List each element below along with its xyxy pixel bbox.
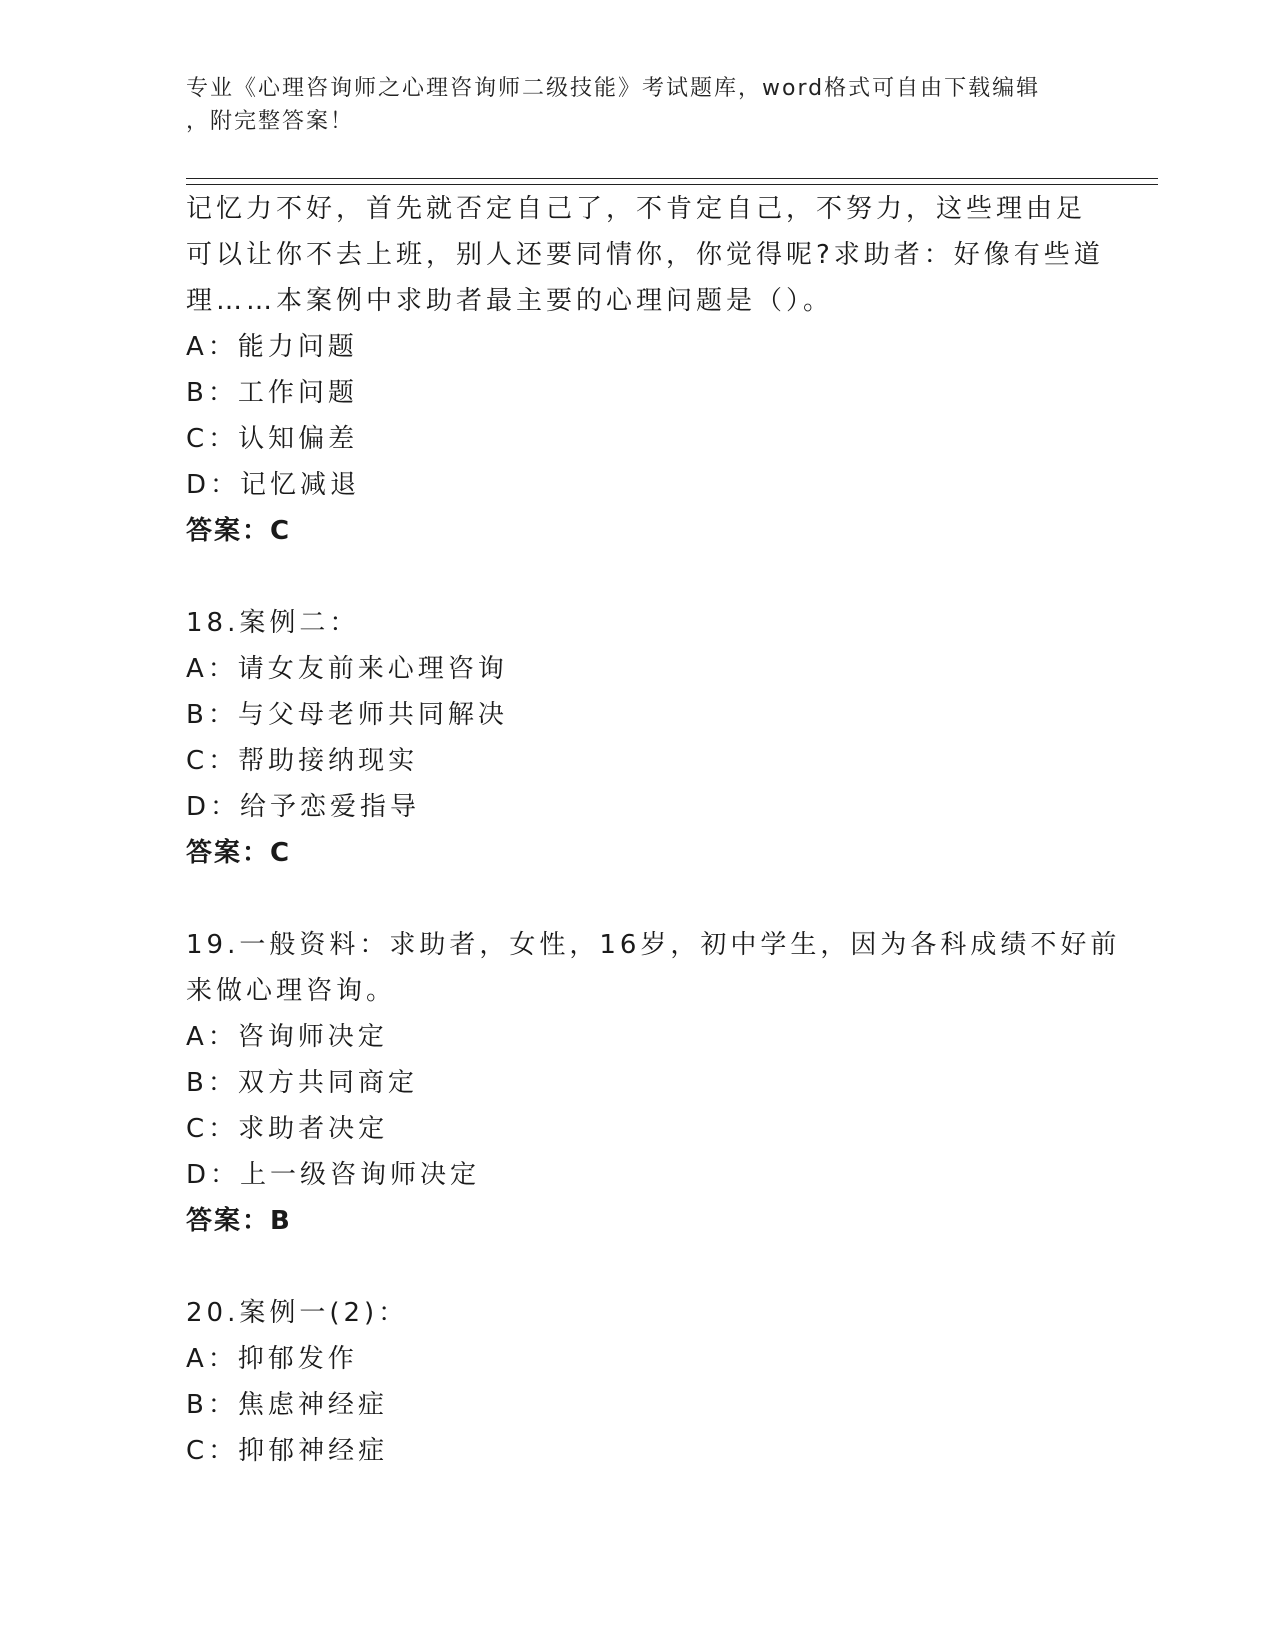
option-d: D：给予恋爱指导 <box>186 792 421 822</box>
option-c: C：抑郁神经症 <box>186 1436 389 1466</box>
answer-label: 答案：C <box>186 838 292 868</box>
option-c: C：帮助接纳现实 <box>186 746 419 776</box>
question-stem-line: 20.案例一(2)： <box>186 1298 409 1328</box>
option-c: C：求助者决定 <box>186 1114 389 1144</box>
option-d: D：上一级咨询师决定 <box>186 1160 481 1190</box>
question-stem-line: 可以让你不去上班，别人还要同情你，你觉得呢?求助者：好像有些道 <box>186 240 1104 270</box>
question-list <box>186 186 1121 1474</box>
spacer <box>186 876 1086 922</box>
header-line-2: ，附完整答案！ <box>186 109 355 134</box>
question-stem-line: 18.案例二： <box>186 608 360 638</box>
spacer <box>186 1244 1086 1290</box>
option-b: B：与父母老师共同解决 <box>186 700 508 730</box>
option-a: A：能力问题 <box>186 332 358 362</box>
question-stem-line: 理……本案例中求助者最主要的心理问题是（）。 <box>186 286 834 316</box>
option-a: A：咨询师决定 <box>186 1022 388 1052</box>
answer-label: 答案：B <box>186 1206 292 1236</box>
header-divider-bottom <box>186 184 1158 185</box>
question-20 <box>186 1290 1086 1474</box>
option-c: C：认知偏差 <box>186 424 359 454</box>
header-divider-top <box>186 178 1158 179</box>
question-stem-line: 记忆力不好，首先就否定自己了，不肯定自己，不努力，这些理由足 <box>186 194 1087 224</box>
option-b: B：双方共同商定 <box>186 1068 418 1098</box>
document-header <box>186 72 1066 138</box>
question-18 <box>186 600 1086 876</box>
option-b: B：焦虑神经症 <box>186 1390 388 1420</box>
header-line-1: 专业《心理咨询师之心理咨询师二级技能》考试题库，word格式可自由下载编辑 <box>186 76 1041 101</box>
option-b: B：工作问题 <box>186 378 358 408</box>
question-19 <box>186 922 1121 1244</box>
spacer <box>186 554 1086 600</box>
question-17 <box>186 186 1104 554</box>
question-stem-line: 19.一般资料：求助者，女性，16岁，初中学生，因为各科成绩不好前 <box>186 930 1121 960</box>
option-d: D：记忆减退 <box>186 470 361 500</box>
option-a: A：请女友前来心理咨询 <box>186 654 508 684</box>
answer-label: 答案：C <box>186 516 292 546</box>
option-a: A：抑郁发作 <box>186 1344 358 1374</box>
question-stem-line: 来做心理咨询。 <box>186 976 397 1006</box>
